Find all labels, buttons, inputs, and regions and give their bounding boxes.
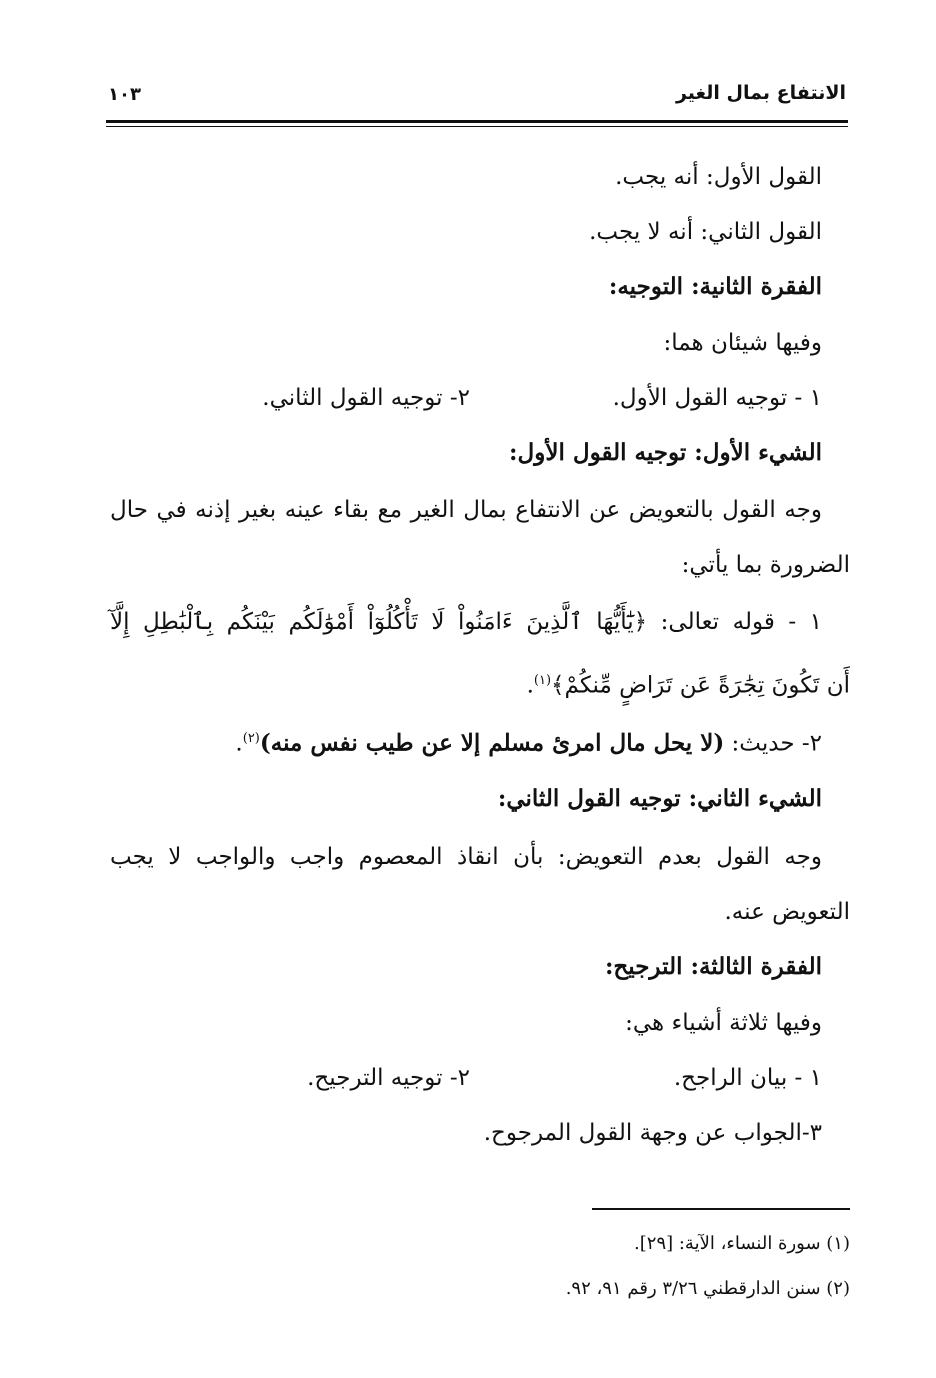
header-rule-thin	[106, 126, 848, 127]
paragraph-line: التعويض عنه.	[724, 899, 850, 925]
footnote-2: (٢) سنن الدارقطني ٣/٢٦ رقم ٩١، ٩٢.	[565, 1278, 850, 1299]
second-opinion-line: القول الثاني: أنه لا يجب.	[589, 219, 822, 245]
footnote-1: (١) سورة النساء، الآية: [٢٩].	[634, 1233, 850, 1254]
header-rule-thick	[106, 120, 848, 123]
list-item-1: ١ - توجيه القول الأول.	[612, 385, 822, 411]
hadith-prefix: ٢- حديث:	[724, 730, 822, 757]
list-item-2: ٢- توجيه الترجيح.	[307, 1065, 470, 1091]
paragraph-line: الضرورة بما يأتي:	[681, 552, 850, 578]
section-heading-justification: الفقرة الثانية: التوجيه:	[608, 273, 822, 300]
list-item-1: ١ - بيان الراجح.	[673, 1065, 822, 1091]
list-item-2: ٢- توجيه القول الثاني.	[262, 385, 470, 411]
subheading-first-thing: الشيء الأول: توجيه القول الأول:	[509, 439, 822, 466]
first-opinion-line: القول الأول: أنه يجب.	[615, 164, 822, 190]
footnote-rule	[592, 1208, 850, 1210]
paragraph-line: وجه القول بعدم التعويض: بأن انقاذ المعصوم واجب والواجب لا يجب	[110, 844, 822, 870]
hadith-line: ٢- حديث: (لا يحل مال امرئ مسلم إلا عن طيب نفس منه)$^{(٢)}$.	[235, 729, 822, 757]
footnote-marker: (٢)	[242, 731, 260, 746]
quran-verse-line: أَن تَكُونَ تِجَٰرَةً عَن تَرَاضٍ مِّنكُمْ﴾$^{(١)}$.	[526, 672, 850, 699]
two-things-intro: وفيها شيئان هما:	[663, 330, 822, 356]
hadith-text: (لا يحل مال امرئ مسلم إلا عن طيب نفس منه)	[259, 729, 725, 757]
page-number: ١٠٣	[108, 84, 141, 105]
running-header	[106, 82, 850, 122]
three-things-intro: وفيها ثلاثة أشياء هي:	[625, 1010, 822, 1036]
running-title: الانتفاع بمال الغير	[675, 82, 846, 104]
footnote-marker: (١)	[533, 673, 552, 688]
subheading-second-thing: الشيء الثاني: توجيه القول الثاني:	[497, 785, 822, 812]
paragraph-line: وجه القول بالتعويض عن الانتفاع بمال الغير مع بقاء عينه بغير إذنه في حال	[110, 497, 822, 523]
list-item-3: ٣-الجواب عن وجهة القول المرجوح.	[483, 1120, 822, 1146]
quran-verse-line: ١ - قوله تعالى: ﴿يَٰٓأَيُّهَا ٱلَّذِينَ ءَامَنُواْ لَا تَأْكُلُوٓاْ أَمْوَٰلَكُم بَيْنَكُم بِٱلْبَٰطِلِ إِلَّآ	[110, 609, 822, 635]
quran-verse-text: أَن تَكُونَ تِجَٰرَةً عَن تَرَاضٍ مِّنكُمْ﴾	[551, 672, 850, 699]
section-heading-preference: الفقرة الثالثة: الترجيح:	[604, 953, 822, 980]
